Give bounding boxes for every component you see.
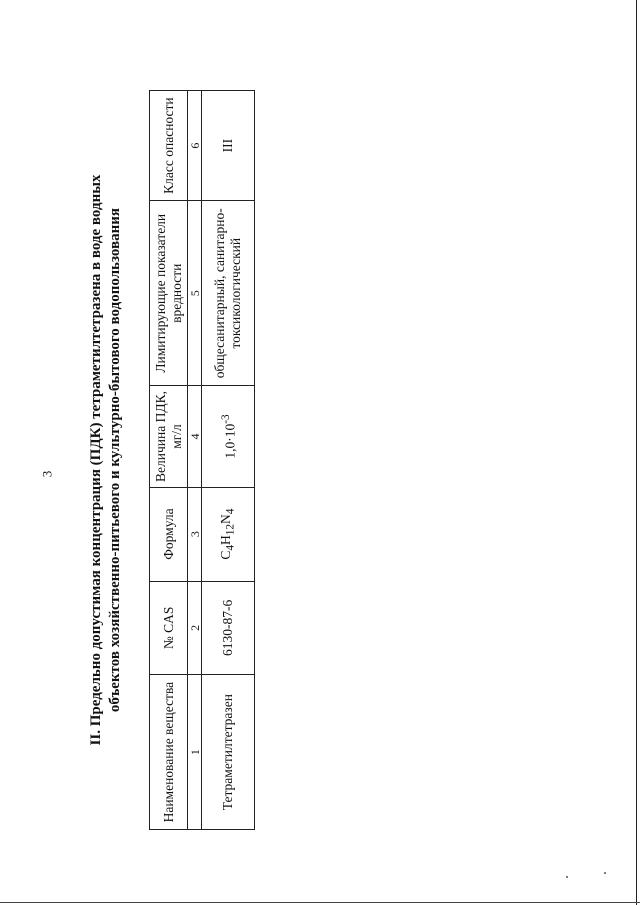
formula-symbol: C: [217, 550, 233, 560]
table-row: [201, 91, 254, 830]
pdk-exponent: -3: [219, 414, 232, 424]
formula-symbol: N: [217, 514, 233, 524]
header-limiting-indicators: Лимитирующие показатели вредности: [150, 201, 188, 386]
formula-symbol: H: [217, 535, 233, 545]
cell-formula: [201, 487, 254, 581]
header-formula: Формула: [150, 487, 188, 581]
header-pdk-value: Величина ПДК, мг/л: [150, 386, 188, 487]
header-cas-number: № CAS: [150, 581, 188, 675]
header-hazard-class: Класс опасности: [150, 91, 188, 201]
scan-speck: [566, 876, 568, 878]
section-title: [87, 90, 125, 830]
pdk-table: [149, 90, 255, 830]
table-header-row: [150, 91, 188, 830]
scan-speck: [604, 872, 606, 874]
page-number: 3: [39, 470, 55, 478]
column-number-row: [188, 91, 202, 830]
cell-pdk-value: [201, 386, 254, 487]
header-substance-name: Наименование вещества: [150, 675, 188, 830]
cell-hazard-class: III: [201, 91, 254, 201]
section-title-line-1: II. Предельно допустимая концентрация (ПДК) тетраметилтетразена в воде водных: [88, 174, 104, 746]
cell-substance-name: Тетраметилтетразен: [201, 675, 254, 830]
section-title-line-2: объектов хозяйственно-питьевого и культурно-бытового водопользования: [107, 207, 123, 713]
pdk-mantissa: 1,0·10: [222, 423, 238, 459]
cell-limiting-indicators: общесанитарный, санитарно-токсикологический: [201, 201, 254, 386]
column-number: 2: [188, 581, 202, 675]
column-number: 4: [188, 386, 202, 487]
column-number: 5: [188, 201, 202, 386]
cell-cas-number: 6130-87-6: [201, 581, 254, 675]
formula-subscript: 12: [224, 523, 237, 536]
formula-subscript: 4: [224, 544, 237, 551]
page-edge: [636, 0, 637, 905]
page-edge: [0, 902, 640, 903]
rotated-page-content: [87, 90, 267, 830]
column-number: 6: [188, 91, 202, 201]
formula-subscript: 4: [224, 508, 237, 515]
column-number: 1: [188, 675, 202, 830]
column-number: 3: [188, 487, 202, 581]
